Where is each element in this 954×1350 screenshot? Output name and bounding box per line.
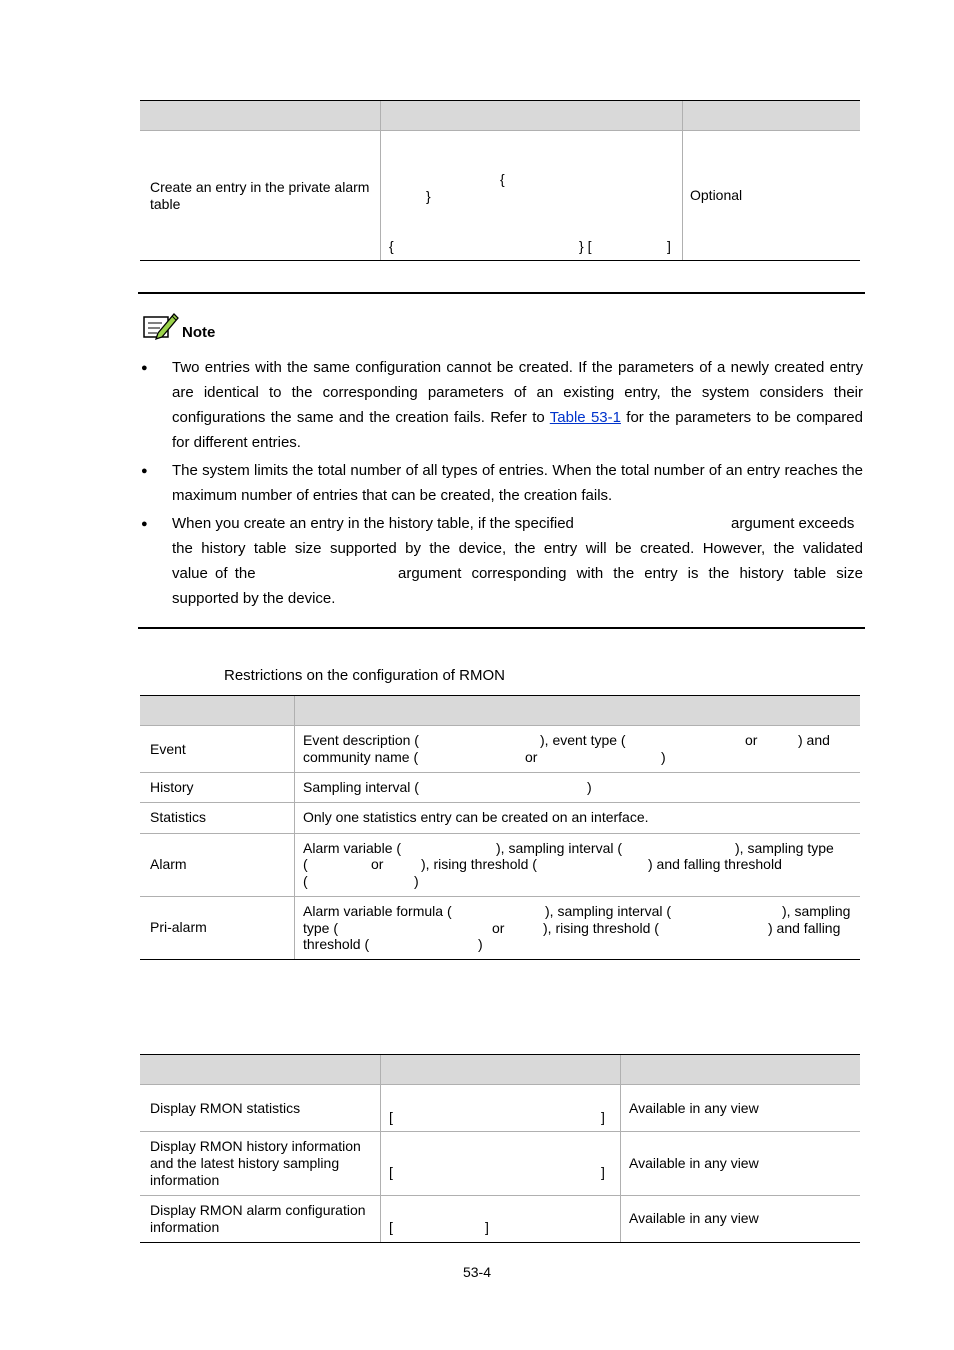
row-rule [140, 1131, 860, 1132]
command-fragment: ] [667, 238, 671, 254]
command-fragment: { [389, 238, 394, 254]
note-bullet-2: The system limits the total number of all types of entries. When the total number of an entry reaches the maximum number of entries that can be created, the creation fails. [172, 462, 863, 504]
restriction-text: ) [414, 873, 419, 889]
note-bullet-3-line: value of the [172, 565, 256, 582]
restriction-text: community name ( [303, 749, 419, 765]
table-bottom-rule [140, 260, 860, 261]
table-header-row [140, 696, 860, 725]
command-fragment: [ [389, 1164, 393, 1180]
row-rule [140, 1195, 860, 1196]
column-divider [380, 101, 381, 260]
command-fragment: { [500, 171, 505, 187]
note-bullet-3-line: the history table size supported by the device, the entry will be created. However, the validated [172, 540, 863, 557]
restriction-text: Event description ( [303, 732, 419, 748]
row-rule [140, 896, 860, 897]
row-rule [140, 772, 860, 773]
display-description: Display RMON statistics [150, 1100, 301, 1116]
note-bullet-3-line: When you create an entry in the history table, if the specified [172, 515, 574, 532]
note-bullet-1-text: Two entries with the same configuration cannot be created. If the parameters of a newly created entry are identical to the corresponding parameters of an existing entry, the system considers their configurations the same and the creation fails. Refer to [172, 359, 863, 426]
restriction-text: ), rising threshold ( [421, 856, 537, 872]
table-header-row [140, 1055, 860, 1084]
restriction-text: Alarm variable formula ( [303, 903, 452, 919]
entry-name: Statistics [150, 809, 207, 825]
note-bottom-rule [138, 627, 865, 629]
restriction-text: ) and falling threshold [648, 856, 782, 872]
restriction-text: ), rising threshold ( [543, 920, 659, 936]
note-pencil-icon [142, 311, 180, 343]
restriction-text: threshold ( [303, 936, 370, 952]
note-top-rule [138, 292, 865, 294]
bullet-dot: ● [141, 518, 148, 530]
command-fragment: } [426, 188, 431, 204]
restriction-text: ) [587, 779, 592, 795]
entry-name: History [150, 779, 194, 795]
restriction-text: ) [478, 936, 483, 952]
restriction-text: type ( [303, 920, 339, 936]
restriction-text: ), sampling [782, 903, 851, 919]
bullet-dot: ● [141, 362, 148, 374]
display-remarks: Available in any view [629, 1100, 759, 1116]
restriction-text: Sampling interval ( [303, 779, 419, 795]
note-bullet-3-line: supported by the device. [172, 590, 336, 607]
command-fragment: } [ [579, 238, 592, 254]
restriction-text: ), sampling interval ( [496, 840, 623, 856]
display-remarks: Available in any view [629, 1155, 759, 1171]
bullet-dot: ● [141, 465, 148, 477]
table-bottom-rule [140, 1242, 860, 1243]
restriction-text: Only one statistics entry can be created on an interface. [303, 809, 649, 825]
restriction-text: ( [303, 856, 308, 872]
entry-name: Pri-alarm [150, 919, 207, 935]
restriction-text: Alarm variable ( [303, 840, 402, 856]
note-bullet-1 [172, 355, 863, 455]
display-description: Display RMON alarm configuration information [150, 1202, 366, 1235]
header-rule [140, 130, 860, 131]
restriction-text: or [492, 920, 505, 936]
table-cell-description: Create an entry in the private alarm table [150, 179, 370, 212]
column-divider [682, 101, 683, 260]
row-rule [140, 802, 860, 803]
note-bullet-3-line: argument exceeds [731, 515, 855, 532]
restriction-text: or [525, 749, 538, 765]
table-cell-remarks: Optional [690, 187, 743, 203]
command-fragment: ] [485, 1219, 489, 1235]
note-bullet-1-text-end: for the parameters to be compared for different entries. [172, 409, 863, 451]
row-rule [140, 833, 860, 834]
restriction-text: ) and falling [768, 920, 841, 936]
page-number: 53-4 [462, 1264, 492, 1280]
restriction-text: or [371, 856, 384, 872]
command-fragment: [ [389, 1109, 393, 1125]
restriction-text: ), event type ( [540, 732, 626, 748]
table-bottom-rule [140, 959, 860, 960]
command-fragment: ] [601, 1109, 605, 1125]
table-header-row [140, 101, 860, 130]
display-remarks: Available in any view [629, 1210, 759, 1226]
table-53-1-link[interactable]: Table 53-1 [549, 409, 621, 426]
row-rule [140, 725, 860, 726]
column-divider [294, 696, 295, 959]
note-bullet-3-line: argument corresponding with the entry is the history table size [398, 565, 863, 582]
restriction-text: ) [661, 749, 666, 765]
entry-name: Alarm [150, 856, 187, 872]
restriction-text: or [745, 732, 758, 748]
restriction-text: ), sampling type [735, 840, 834, 856]
entry-name: Event [150, 741, 186, 757]
display-description: Display RMON history information and the latest history sampling information [150, 1138, 361, 1188]
note-title: Note [182, 324, 216, 341]
restriction-text: ( [303, 873, 308, 889]
table-caption: Restrictions on the configuration of RMON [224, 667, 505, 684]
command-fragment: ] [601, 1164, 605, 1180]
row-rule [140, 1084, 860, 1085]
command-fragment: [ [389, 1219, 393, 1235]
restriction-text: ), sampling interval ( [545, 903, 672, 919]
restriction-text: ) and [798, 732, 830, 748]
